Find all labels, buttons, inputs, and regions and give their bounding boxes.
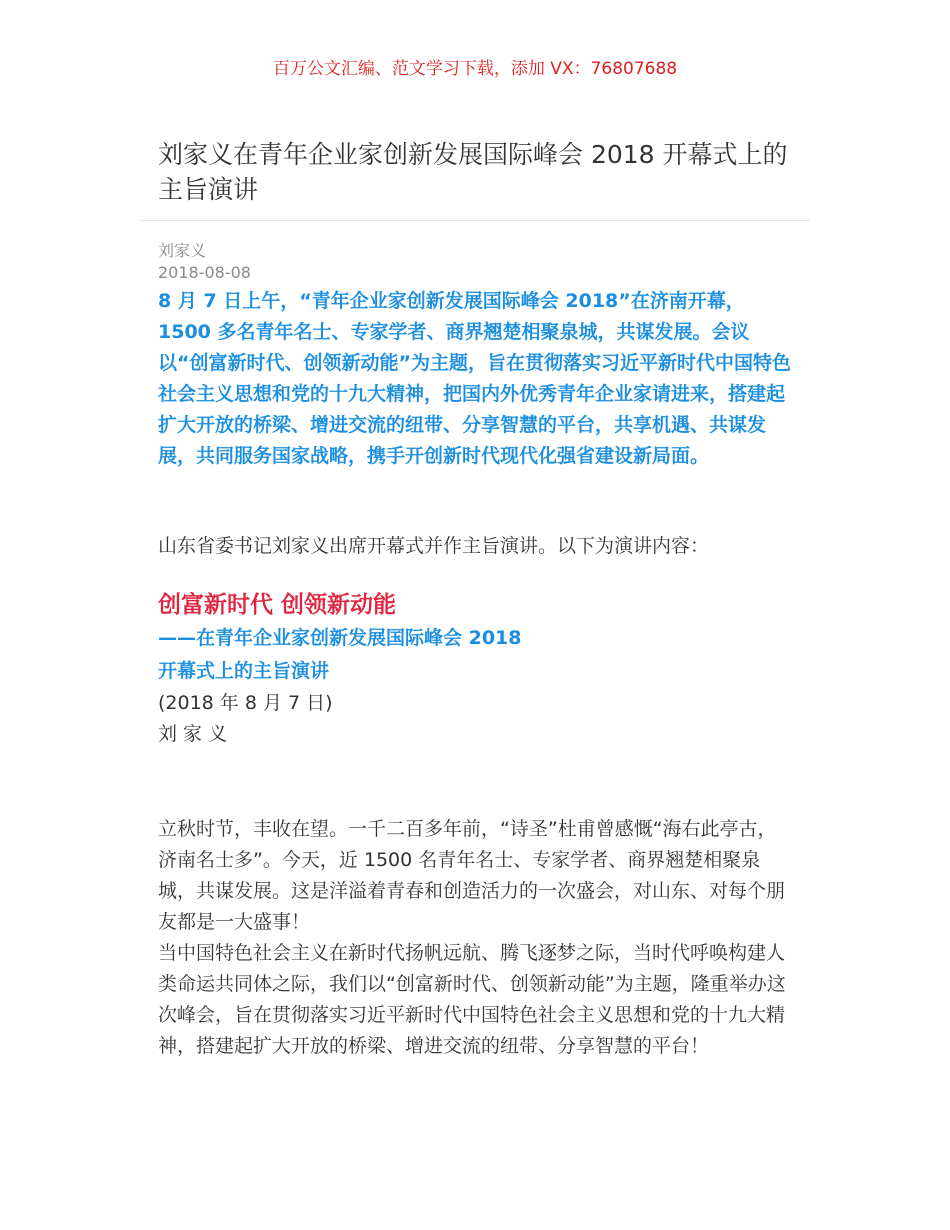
article-title: 刘家义在青年企业家创新发展国际峰会 2018 开幕式上的主旨演讲 bbox=[158, 140, 788, 204]
speech-subtitle-line2: 开幕式上的主旨演讲 bbox=[158, 660, 330, 682]
lead-paragraph: 8 月 7 日上午，“青年企业家创新发展国际峰会 2018”在济南开幕，1500 多名青年名士、专家学者、商界翘楚相聚泉城，共谋发展。会议以“创富新时代、创领新动能”为主题，旨在贯彻落实习近平新时代中国特色社会主义思想和党的十九大精神，把国内外优秀青年企业家请进来，搭建起扩大开放的桥梁、增进交流的纽带、分享智慧的平台，共享机遇、共谋发展，共同服务国家战略，携手开创新时代现代化强省建设新局面。 bbox=[158, 290, 791, 467]
article-content bbox=[158, 286, 794, 1057]
article-date: 2018-08-08 bbox=[158, 263, 251, 282]
article-meta bbox=[158, 240, 251, 284]
body-paragraph: 立秋时节，丰收在望。一千二百多年前，“诗圣”杜甫曾感慨“海右此亭古，济南名士多”。今天，近 1500 名青年名士、专家学者、商界翘楚相聚泉城，共谋发展。这是洋溢着青春和创造活力的一次盛会，对山东、对每个朋友都是一大盛事！ bbox=[158, 818, 786, 933]
intro-paragraph: 山东省委书记刘家义出席开幕式并作主旨演讲。以下为演讲内容： bbox=[158, 535, 710, 557]
speech-subtitle-line1: ——在青年企业家创新发展国际峰会 2018 bbox=[158, 627, 522, 649]
article-author: 刘家义 bbox=[158, 241, 207, 260]
speech-heading bbox=[158, 588, 794, 750]
title-divider bbox=[140, 220, 810, 221]
body-paragraph: 当中国特色社会主义在新时代扬帆远航、腾飞逐梦之际，当时代呼唤构建人类命运共同体之际，我们以“创富新时代、创领新动能”为主题，隆重举办这次峰会，旨在贯彻落实习近平新时代中国特色社会主义思想和党的十九大精神，搭建起扩大开放的桥梁、增进交流的纽带、分享智慧的平台！ bbox=[158, 942, 786, 1057]
speech-speaker: 刘 家 义 bbox=[158, 723, 228, 745]
speech-title: 创富新时代 创领新动能 bbox=[158, 592, 397, 618]
promo-banner: 百万公文汇编、范文学习下载，添加 VX：76807688 bbox=[272, 59, 678, 79]
speech-body bbox=[158, 814, 794, 1062]
speech-date: (2018 年 8 月 7 日) bbox=[158, 692, 333, 714]
